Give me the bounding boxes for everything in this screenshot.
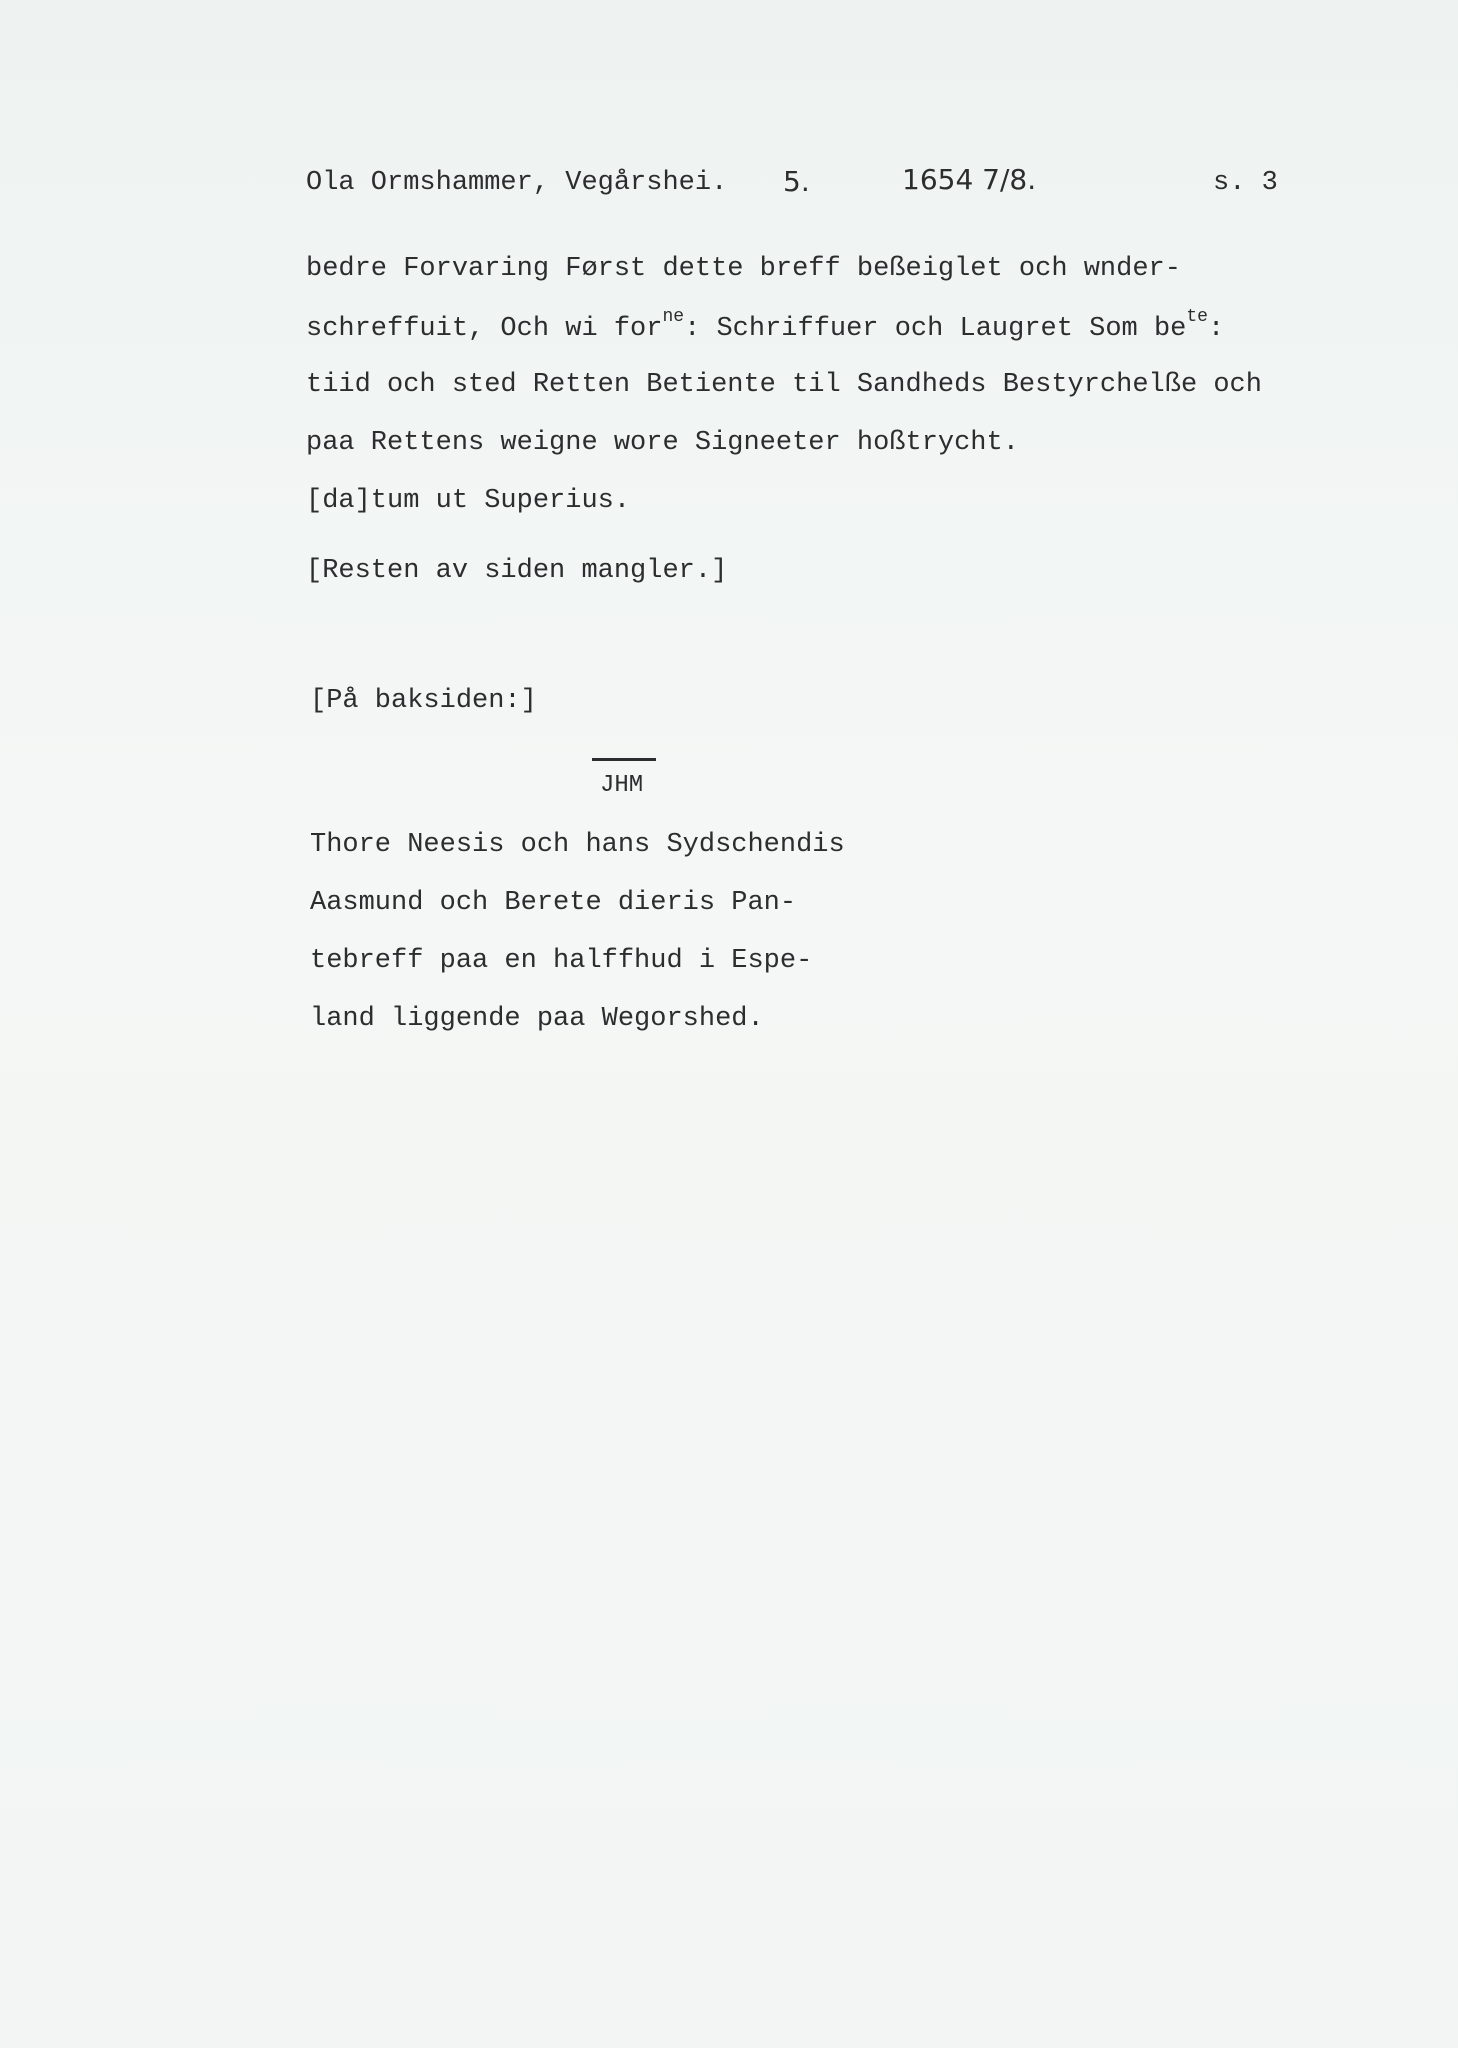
header-title: Ola Ormshammer, Vegårshei. — [306, 168, 728, 198]
body-line-2-part-a: schreffuit, Och wi for — [306, 314, 663, 344]
verso-line-4: land liggende paa Wegorshed. — [310, 1004, 764, 1034]
body-line-5: [da]tum ut Superius. — [306, 486, 631, 516]
body-line-2 — [306, 307, 1225, 344]
verso-line-3: tebreff paa en halffhud i Espe- — [310, 946, 813, 976]
document-number: 5. — [783, 165, 810, 198]
body-line-1: bedre Forvaring Først dette breff beßeiglet och wnder- — [306, 254, 1181, 284]
body-line-3: tiid och sted Retten Betiente til Sandheds Bestyrchelße och — [306, 370, 1262, 400]
superscript-ne: ne — [662, 307, 685, 327]
body-line-4: paa Rettens weigne wore Signeeter hoßtrycht. — [306, 428, 1019, 458]
initials: JHM — [600, 772, 644, 799]
document-date: 1654 7/8. — [902, 163, 1037, 196]
page-number: s. 3 — [1213, 168, 1278, 198]
body-line-6: [Resten av siden mangler.] — [306, 556, 728, 586]
body-line-2-part-b: : Schriffuer och Laugret Som be — [684, 314, 1187, 344]
superscript-te: te — [1186, 307, 1208, 327]
verso-heading: [På baksiden:] — [310, 686, 537, 716]
verso-line-1: Thore Neesis och hans Sydschendis — [310, 830, 845, 860]
body-line-2-part-c: : — [1207, 314, 1225, 344]
verso-line-2: Aasmund och Berete dieris Pan- — [310, 888, 797, 918]
initials-overline — [592, 758, 656, 761]
